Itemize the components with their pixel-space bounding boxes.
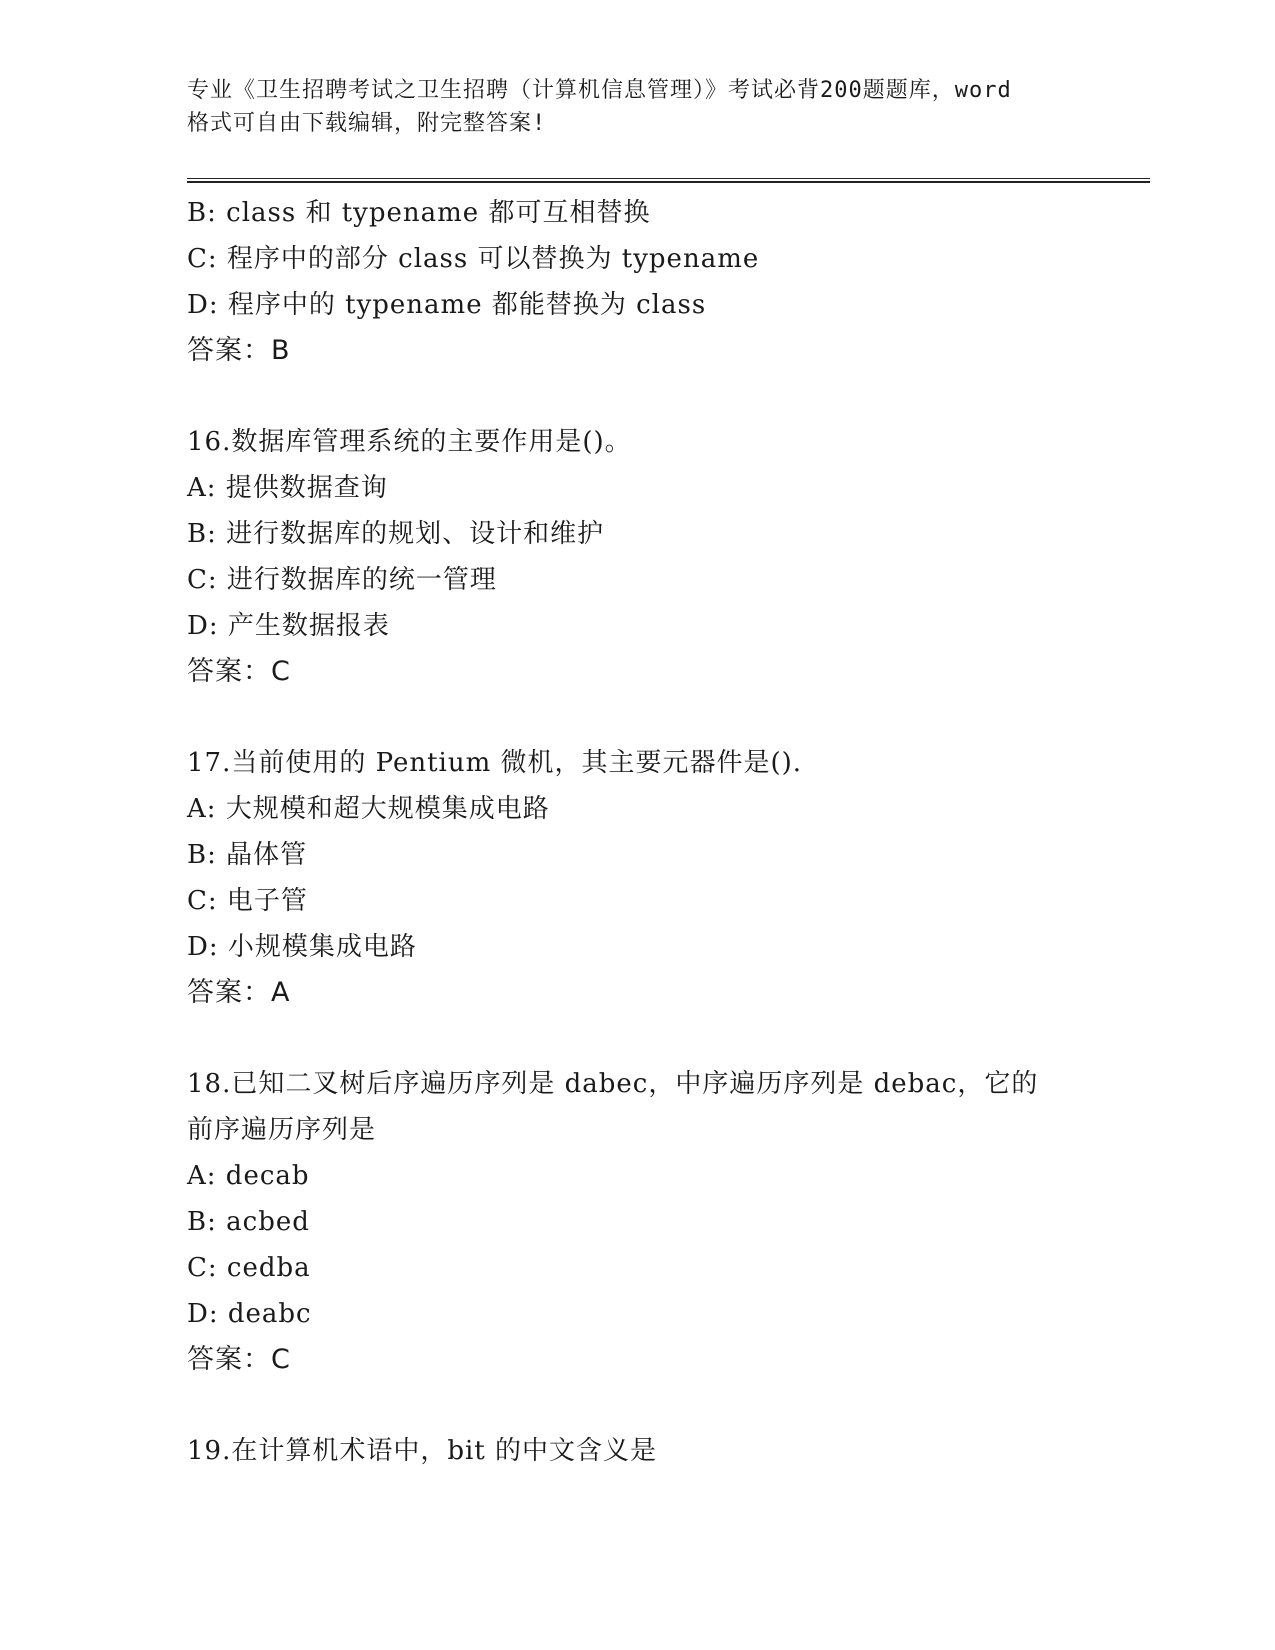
- option-d: D: deabc: [187, 1299, 312, 1329]
- question-18-block: [187, 1061, 1087, 1383]
- option-d: D: 产生数据报表: [187, 611, 390, 641]
- question-text: 17.当前使用的 Pentium 微机，其主要元器件是().: [187, 748, 803, 778]
- option-c: C: 进行数据库的统一管理: [187, 565, 497, 595]
- question-17-block: [187, 740, 1087, 1016]
- option-a: A: 提供数据查询: [187, 473, 388, 503]
- option-c: C: cedba: [187, 1253, 311, 1283]
- option-b: B: class 和 typename 都可互相替换: [187, 198, 651, 228]
- question-list: [187, 190, 1087, 1474]
- option-c: C: 程序中的部分 class 可以替换为 typename: [187, 244, 760, 274]
- spacer: [187, 374, 1087, 419]
- option-d: D: 小规模集成电路: [187, 932, 417, 962]
- question-text-line-2: 前序遍历序列是: [187, 1115, 377, 1145]
- header-line-1: 专业《卫生招聘考试之卫生招聘（计算机信息管理）》考试必背200题题库，word: [187, 78, 1012, 103]
- header-line-2: 格式可自由下载编辑，附完整答案!: [187, 111, 547, 136]
- answer-label: 答案：A: [187, 977, 291, 1008]
- option-a: A: decab: [187, 1161, 310, 1191]
- header-divider: [187, 178, 1150, 183]
- question-16-block: [187, 419, 1087, 695]
- question-text: 16.数据库管理系统的主要作用是()。: [187, 427, 632, 457]
- question-19-block: [187, 1428, 1087, 1474]
- document-header: [187, 74, 1087, 140]
- question-15-block: [187, 190, 1087, 374]
- question-text: 19.在计算机术语中，bit 的中文含义是: [187, 1436, 658, 1466]
- option-b: B: 进行数据库的规划、设计和维护: [187, 519, 605, 549]
- answer-label: 答案：C: [187, 1344, 291, 1375]
- option-b: B: acbed: [187, 1207, 310, 1237]
- option-c: C: 电子管: [187, 886, 308, 916]
- spacer: [187, 1016, 1087, 1061]
- option-d: D: 程序中的 typename 都能替换为 class: [187, 290, 707, 320]
- option-a: A: 大规模和超大规模集成电路: [187, 794, 550, 824]
- spacer: [187, 1383, 1087, 1428]
- answer-label: 答案：C: [187, 656, 291, 687]
- question-text-line-1: 18.已知二叉树后序遍历序列是 dabec，中序遍历序列是 debac，它的: [187, 1069, 1039, 1099]
- answer-label: 答案：B: [187, 335, 291, 366]
- option-b: B: 晶体管: [187, 840, 308, 870]
- spacer: [187, 695, 1087, 740]
